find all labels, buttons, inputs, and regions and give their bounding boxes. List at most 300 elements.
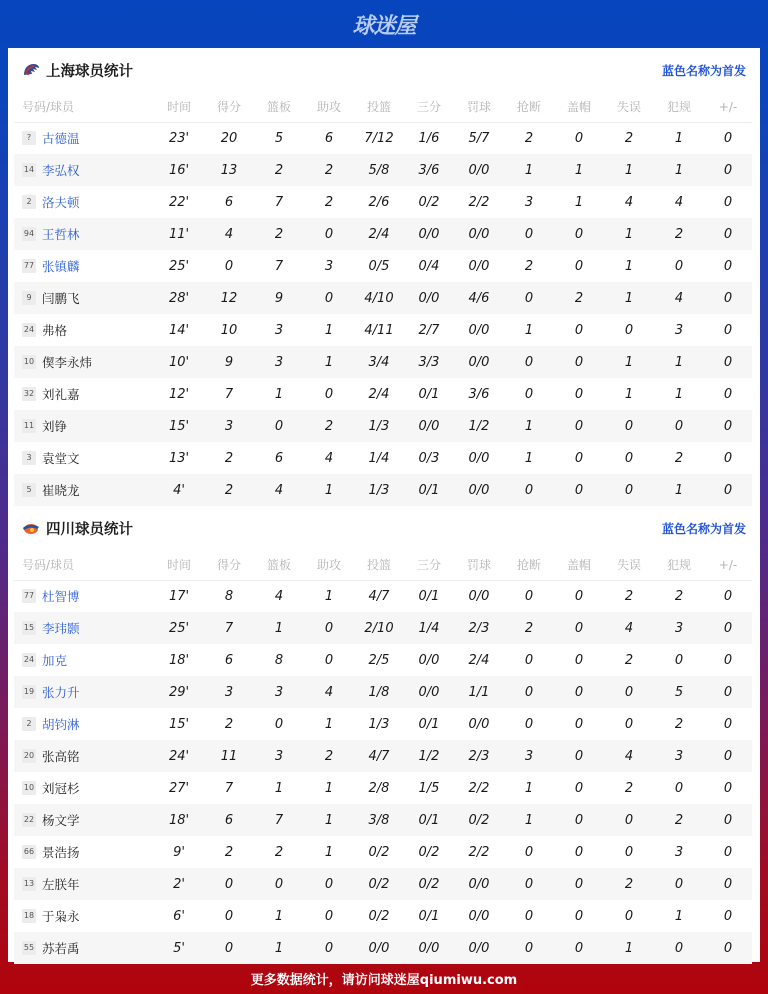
jersey-number-badge: 15 [22, 621, 36, 635]
stat-cell: 0 [504, 676, 554, 708]
starter-legend-note: 蓝色名称为首发 [661, 521, 746, 536]
stat-cell: 0 [604, 804, 654, 836]
footer-banner [0, 962, 768, 994]
stat-cell: 2 [554, 282, 604, 314]
player-cell [14, 868, 154, 900]
column-header: 得分 [204, 92, 254, 122]
stat-cell: 0 [574, 386, 584, 402]
stat-cell: 0 [704, 282, 752, 314]
stat-cell: 1 [654, 346, 704, 378]
column-header: +/- [704, 550, 752, 580]
stat-cell: 0 [704, 932, 752, 964]
stat-cell: 4 [604, 740, 654, 772]
stat-cell: 22' [168, 194, 190, 210]
jersey-number-badge: 13 [22, 877, 36, 891]
team-title [22, 60, 133, 81]
stat-cell: 0 [574, 716, 584, 732]
stat-cell: 0 [574, 844, 584, 860]
table-row [14, 186, 752, 218]
stat-cell: 0 [704, 218, 752, 250]
table-row [14, 346, 752, 378]
stat-cell: 0 [554, 612, 604, 644]
stat-cell: 0 [324, 652, 334, 668]
stat-cell: 2' [154, 868, 204, 900]
stat-cell: 1 [324, 844, 334, 860]
stat-cell: 0/0 [468, 322, 490, 338]
stat-cell: 4 [204, 218, 254, 250]
stat-cell: 0/0 [354, 932, 404, 964]
stat-cell: 2 [674, 450, 684, 466]
stat-cell: 13 [204, 154, 254, 186]
stat-cell: 1 [254, 612, 304, 644]
table-row [14, 580, 752, 612]
stat-cell: 2 [524, 130, 534, 146]
starter-legend-note: 蓝色名称为首发 [661, 63, 746, 78]
stat-cell: 7 [254, 804, 304, 836]
stat-cell: 0/0 [404, 676, 454, 708]
jersey-number-badge: 24 [22, 653, 36, 667]
stat-cell: 4 [254, 474, 304, 506]
stat-cell: 0 [704, 740, 752, 772]
stat-cell: 0/0 [468, 716, 490, 732]
stat-cell: 0 [723, 780, 733, 796]
player-name: 偰李永炜 [42, 355, 93, 370]
stat-cell: 2/8 [368, 780, 390, 796]
stat-cell: 3 [654, 740, 704, 772]
stat-cell: 25' [154, 612, 204, 644]
stat-cell: 0 [624, 844, 634, 860]
stat-cell: 2/6 [368, 194, 390, 210]
jersey-number-badge: ? [22, 131, 36, 145]
column-header: 罚球 [454, 92, 504, 122]
stat-cell: 4/10 [354, 282, 404, 314]
stat-cell: 0/1 [418, 386, 440, 402]
stat-cell: 9 [204, 346, 254, 378]
stat-cell: 0 [554, 218, 604, 250]
table-row [14, 378, 752, 410]
stat-cell: 3 [674, 844, 684, 860]
stat-cell: 0 [704, 474, 752, 506]
top-banner [0, 0, 768, 48]
stat-cell: 7 [224, 386, 234, 402]
stat-cell: 0/2 [368, 908, 390, 924]
stat-cell: 6' [173, 908, 185, 924]
stat-cell: 0 [524, 716, 534, 732]
stat-cell: 0/0 [454, 868, 504, 900]
stat-cell: 0 [704, 346, 752, 378]
stat-cell: 4' [154, 474, 204, 506]
stat-cell: 6 [224, 652, 234, 668]
stat-cell: 2 [324, 194, 334, 210]
stat-cell: 1/4 [368, 450, 390, 466]
stat-cell: 0 [254, 410, 304, 442]
stat-cell: 0 [324, 908, 334, 924]
stat-cell: 2/3 [454, 740, 504, 772]
player-cell [14, 740, 154, 772]
player-cell [14, 218, 154, 250]
stat-cell: 2 [674, 716, 684, 732]
stat-cell: 0/2 [404, 868, 454, 900]
stat-cell: 2 [254, 218, 304, 250]
stat-cell: 2/4 [354, 218, 404, 250]
stat-cell: 0/2 [368, 844, 390, 860]
table-row [14, 772, 752, 804]
stat-cell: 0 [504, 346, 554, 378]
player-cell [14, 474, 154, 506]
stat-cell: 5/7 [468, 130, 490, 146]
stat-cell: 2/4 [468, 652, 490, 668]
footer-text: 更多数据统计，请访问球迷屋qiumiwu.com [250, 972, 518, 988]
player-cell [14, 122, 154, 154]
stat-cell: 2/5 [368, 652, 390, 668]
table-row [14, 644, 752, 676]
stat-cell: 12' [168, 386, 190, 402]
stat-cell: 2 [604, 868, 654, 900]
stat-cell: 2 [504, 612, 554, 644]
stat-cell: 20 [220, 130, 238, 146]
player-cell [14, 250, 154, 282]
table-row [14, 740, 752, 772]
stat-cell: 0/0 [468, 450, 490, 466]
player-name: 景浩扬 [42, 845, 80, 860]
starter-player-name: 胡钧淋 [42, 717, 80, 732]
jersey-number-badge: 18 [22, 909, 36, 923]
jersey-number-badge: 2 [22, 717, 36, 731]
team-name: 上海球员统计 [46, 63, 133, 80]
stat-cell: 0/1 [404, 474, 454, 506]
stat-cell: 0/4 [418, 258, 440, 274]
table-header-row [14, 92, 752, 122]
stat-cell: 12 [204, 282, 254, 314]
player-cell [14, 410, 154, 442]
player-cell [14, 154, 154, 186]
stat-cell: 0 [574, 652, 584, 668]
stat-cell: 1 [674, 386, 684, 402]
starter-player-name: 洛夫顿 [42, 195, 80, 210]
stat-cell: 2/3 [454, 612, 504, 644]
stat-cell: 2 [254, 154, 304, 186]
stat-cell: 8 [274, 652, 284, 668]
jersey-number-badge: 32 [22, 387, 36, 401]
stat-cell: 0 [524, 844, 534, 860]
stat-cell: 0/2 [418, 844, 440, 860]
stat-cell: 0 [624, 450, 634, 466]
stat-cell: 2 [274, 844, 284, 860]
stat-cell: 3 [254, 346, 304, 378]
stat-cell: 0 [704, 676, 752, 708]
stat-cell: 1 [274, 780, 284, 796]
stat-cell: 0/0 [454, 218, 504, 250]
starter-player-name: 杜智博 [42, 589, 80, 605]
player-name: 左朕年 [42, 877, 80, 892]
stat-cell: 2 [304, 740, 354, 772]
team-stats-section [8, 48, 760, 506]
player-cell [14, 836, 154, 868]
stat-cell: 0 [524, 908, 534, 924]
stat-cell: 0/0 [418, 652, 440, 668]
stat-cell: 3 [504, 740, 554, 772]
stat-cell: 1/2 [454, 410, 504, 442]
starter-player-name: 张镇麟 [42, 259, 80, 274]
player-cell [14, 932, 154, 964]
stat-cell: 9 [254, 282, 304, 314]
column-header: 号码/球员 [14, 92, 154, 122]
column-header: 抢断 [504, 92, 554, 122]
player-stats-table [14, 550, 752, 964]
player-cell [14, 580, 154, 612]
stat-cell: 0 [723, 322, 733, 338]
player-cell [14, 282, 154, 314]
stat-cell: 0 [204, 932, 254, 964]
stat-cell: 0 [274, 716, 284, 732]
stat-cell: 3 [204, 410, 254, 442]
player-cell [14, 612, 154, 644]
stat-cell: 8 [224, 588, 234, 604]
stat-cell: 18' [154, 804, 204, 836]
stat-cell: 1 [624, 386, 634, 402]
stat-cell: 0 [524, 386, 534, 402]
player-cell [14, 772, 154, 804]
jersey-number-badge: 77 [22, 589, 36, 603]
site-logo: 球迷屋 [352, 13, 416, 39]
section-header [8, 506, 760, 550]
stat-cell: 0/0 [454, 346, 504, 378]
stat-cell: 0 [254, 868, 304, 900]
stat-cell: 2/10 [354, 612, 404, 644]
stat-cell: 0/0 [454, 154, 504, 186]
stat-cell: 17' [168, 588, 190, 604]
jersey-number-badge: 19 [22, 685, 36, 699]
stat-cell: 1 [524, 450, 534, 466]
table-row [14, 154, 752, 186]
table-row [14, 836, 752, 868]
stat-cell: 0/1 [404, 804, 454, 836]
stat-cell: 25' [168, 258, 190, 274]
stat-cell: 27' [168, 780, 190, 796]
section-header [8, 48, 760, 92]
jersey-number-badge: 66 [22, 845, 36, 859]
column-header: 抢断 [504, 550, 554, 580]
stat-cell: 0 [674, 258, 684, 274]
stat-cell: 2/7 [418, 322, 440, 338]
stat-cell: 0 [224, 908, 234, 924]
stat-cell: 2 [624, 130, 634, 146]
stat-cell: 5/8 [354, 154, 404, 186]
jersey-number-badge: 20 [22, 749, 36, 763]
stat-cell: 0 [574, 258, 584, 274]
column-header: 犯规 [654, 550, 704, 580]
stat-cell: 4 [654, 282, 704, 314]
stat-cell: 15' [168, 716, 190, 732]
player-cell [14, 676, 154, 708]
table-row [14, 122, 752, 154]
stat-cell: 1 [504, 154, 554, 186]
stat-cell: 1 [604, 346, 654, 378]
stat-cell: 14' [168, 322, 190, 338]
stat-cell: 0 [304, 932, 354, 964]
stat-cell: 0 [574, 908, 584, 924]
stat-cell: 0 [324, 386, 334, 402]
stat-cell: 0 [674, 780, 684, 796]
player-name: 刘礼嘉 [42, 387, 80, 402]
stat-cell: 1 [654, 474, 704, 506]
stat-cell: 0 [554, 474, 604, 506]
stat-cell: 6 [204, 804, 254, 836]
stat-cell: 2/4 [368, 386, 390, 402]
stat-cell: 2 [224, 716, 234, 732]
stat-cell: 2 [224, 450, 234, 466]
player-cell [14, 186, 154, 218]
stat-cell: 0 [723, 716, 733, 732]
stat-cell: 3/4 [354, 346, 404, 378]
jersey-number-badge: 77 [22, 259, 36, 273]
column-header: 盖帽 [554, 92, 604, 122]
stat-cell: 0 [704, 410, 752, 442]
stat-cell: 3 [274, 322, 284, 338]
jersey-number-badge: 14 [22, 163, 36, 177]
stat-cell: 2 [304, 410, 354, 442]
stat-cell: 15' [154, 410, 204, 442]
stat-cell: 0/0 [404, 218, 454, 250]
stat-cell: 1/3 [354, 474, 404, 506]
stat-cell: 0/0 [468, 258, 490, 274]
column-header: 失误 [604, 550, 654, 580]
stat-cell: 0/0 [404, 410, 454, 442]
player-cell [14, 314, 154, 346]
stat-cell: 2 [204, 474, 254, 506]
stat-cell: 3 [204, 676, 254, 708]
stat-cell: 3 [254, 740, 304, 772]
stat-cell: 5' [154, 932, 204, 964]
column-header: 三分 [404, 92, 454, 122]
stat-cell: 0 [704, 868, 752, 900]
column-header: 投篮 [354, 92, 404, 122]
stat-cell: 0 [554, 346, 604, 378]
table-row [14, 474, 752, 506]
stat-cell: 3/6 [404, 154, 454, 186]
column-header: 罚球 [454, 550, 504, 580]
stat-cell: 1/2 [404, 740, 454, 772]
player-cell [14, 804, 154, 836]
stat-cell: 13' [168, 450, 190, 466]
stat-cell: 10' [154, 346, 204, 378]
stat-cell: 1/8 [354, 676, 404, 708]
table-row [14, 708, 752, 740]
stat-cell: 1 [274, 386, 284, 402]
stat-cell: 3 [654, 612, 704, 644]
stat-cell: 10 [220, 322, 238, 338]
stat-cell: 1 [324, 588, 334, 604]
stat-cell: 4 [624, 194, 634, 210]
table-row [14, 314, 752, 346]
stat-cell: 0 [654, 932, 704, 964]
jersey-number-badge: 10 [22, 781, 36, 795]
stat-cell: 0 [204, 868, 254, 900]
stat-cell: 0 [624, 716, 634, 732]
stat-cell: 3 [324, 258, 334, 274]
stat-cell: 0 [554, 804, 604, 836]
table-row [14, 868, 752, 900]
stat-cell: 1 [574, 194, 584, 210]
player-name: 刘铮 [42, 419, 68, 434]
stats-card [8, 48, 760, 962]
stat-cell: 0 [574, 130, 584, 146]
stat-cell: 1 [604, 932, 654, 964]
starter-player-name: 李玮颢 [42, 621, 80, 636]
player-name: 于枭永 [42, 909, 80, 924]
stat-cell: 0 [304, 282, 354, 314]
column-header: 三分 [404, 550, 454, 580]
starter-player-name: 张力升 [42, 685, 80, 700]
column-header: +/- [704, 92, 752, 122]
column-header: 时间 [154, 92, 204, 122]
stat-cell: 3 [524, 194, 534, 210]
stat-cell: 0/0 [468, 908, 490, 924]
column-header: 投篮 [354, 550, 404, 580]
column-header: 号码/球员 [14, 550, 154, 580]
stat-cell: 7 [204, 612, 254, 644]
stat-cell: 0 [504, 282, 554, 314]
stat-cell: 0 [723, 908, 733, 924]
stat-cell: 3 [254, 676, 304, 708]
stat-cell: 2 [654, 218, 704, 250]
stat-cell: 1 [674, 130, 684, 146]
stat-cell: 0 [723, 130, 733, 146]
stat-cell: 23' [168, 130, 190, 146]
stat-cell: 1/3 [354, 410, 404, 442]
stat-cell: 1 [304, 346, 354, 378]
shanghai-sharks-team-logo-icon [22, 62, 40, 78]
stat-cell: 0 [554, 410, 604, 442]
table-row [14, 612, 752, 644]
stat-cell: 0/0 [454, 932, 504, 964]
stat-cell: 7 [274, 194, 284, 210]
player-name: 闫鹏飞 [42, 291, 80, 306]
stat-cell: 0 [504, 218, 554, 250]
column-header: 篮板 [254, 92, 304, 122]
stat-cell: 0 [604, 410, 654, 442]
stat-cell: 0 [304, 218, 354, 250]
jersey-number-badge: 5 [22, 483, 36, 497]
stat-cell: 1 [304, 474, 354, 506]
stat-cell: 2 [624, 588, 634, 604]
stat-cell: 3/6 [468, 386, 490, 402]
sichuan-team-logo-icon [22, 520, 40, 536]
starter-player-name: 李弘权 [42, 163, 80, 178]
starter-player-name: 王哲林 [42, 227, 80, 242]
player-name: 杨文学 [42, 813, 80, 828]
stat-cell: 0/1 [418, 908, 440, 924]
player-stats-table [14, 92, 752, 506]
stat-cell: 0 [304, 868, 354, 900]
stat-cell: 0 [504, 868, 554, 900]
stat-cell: 4 [304, 676, 354, 708]
stat-cell: 2 [654, 804, 704, 836]
stat-cell: 0 [574, 450, 584, 466]
stat-cell: 0/5 [368, 258, 390, 274]
stat-cell: 0 [574, 780, 584, 796]
stat-cell: 4/6 [454, 282, 504, 314]
jersey-number-badge: 24 [22, 323, 36, 337]
table-row [14, 282, 752, 314]
stat-cell: 0 [704, 804, 752, 836]
table-row [14, 804, 752, 836]
stat-cell: 4/7 [368, 588, 390, 604]
stat-cell: 1/5 [418, 780, 440, 796]
stat-cell: 0 [574, 322, 584, 338]
stat-cell: 2 [224, 844, 234, 860]
stat-cell: 1/3 [368, 716, 390, 732]
